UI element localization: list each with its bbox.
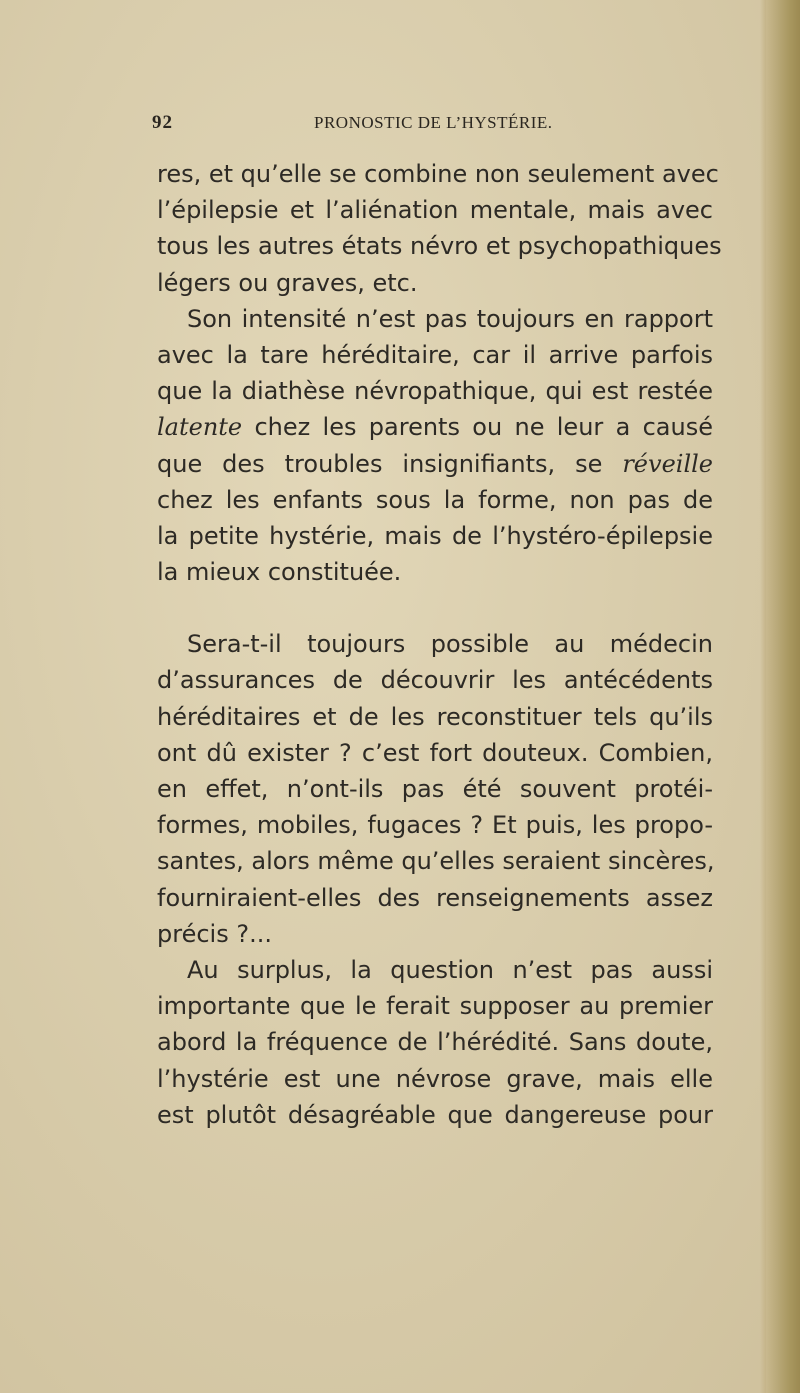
running-head [152, 112, 712, 142]
text-line: l’épilepsie et l’aliénation mentale, mais avec [157, 196, 713, 225]
text-line: est plutôt désagréable que dangereuse pour [157, 1100, 713, 1129]
italic-word: latente [157, 413, 243, 442]
line-text: que des troubles insignifiants, se [157, 449, 623, 478]
text-line: la mieux constituée. [157, 558, 402, 587]
paragraph-start-line: Au surplus, la question n’est pas aussi [187, 955, 713, 984]
text-line: que la diathèse névropathique, qui est restée [157, 377, 713, 406]
text-line: formes, mobiles, fugaces ? Et puis, les propo- [157, 811, 713, 840]
page-edge [766, 0, 800, 1393]
text-line: héréditaires et de les reconstituer tels qu’ils [157, 702, 713, 731]
paragraph-gap [157, 590, 713, 626]
running-title: PRONOSTIC DE L’HYSTÉRIE. [314, 113, 553, 132]
paragraph-start-line: Sera-t-il toujours possible au médecin [187, 630, 713, 659]
text-line: avec la tare héréditaire, car il arrive parfois [157, 340, 713, 369]
text-line: abord la fréquence de l’hérédité. Sans doute, [157, 1028, 713, 1057]
page-number: 92 [152, 112, 173, 133]
text-line: en effet, n’ont-ils pas été souvent protéi- [157, 775, 713, 803]
text-line [157, 409, 713, 445]
text-line: ont dû exister ? c’est fort douteux. Combien, [157, 738, 713, 767]
text-line: tous les autres états névro et psychopathiques [157, 232, 722, 261]
text-line: l’hystérie est une névrose grave, mais elle [157, 1064, 713, 1093]
text-line: précis ?... [157, 919, 272, 948]
body-text [157, 156, 722, 1133]
text-line [157, 446, 713, 482]
text-line: d’assurances de découvrir les antécédents [157, 666, 713, 695]
text-line: importante que le ferait supposer au premier [157, 992, 713, 1021]
paragraph-start-line: Son intensité n’est pas toujours en rapport [187, 304, 713, 333]
text-line: légers ou graves, etc. [157, 268, 418, 297]
line-text: chez les parents ou ne leur a causé [242, 413, 713, 442]
text-line: la petite hystérie, mais de l’hystéro-épilepsie [157, 521, 713, 550]
text-line: santes, alors même qu’elles seraient sincères, [157, 847, 715, 876]
italic-word: réveille [622, 449, 713, 478]
text-line: chez les enfants sous la forme, non pas de [157, 485, 713, 514]
text-line: res, et qu’elle se combine non seulement avec [157, 160, 719, 188]
text-line: fourniraient-elles des renseignements assez [157, 883, 713, 912]
